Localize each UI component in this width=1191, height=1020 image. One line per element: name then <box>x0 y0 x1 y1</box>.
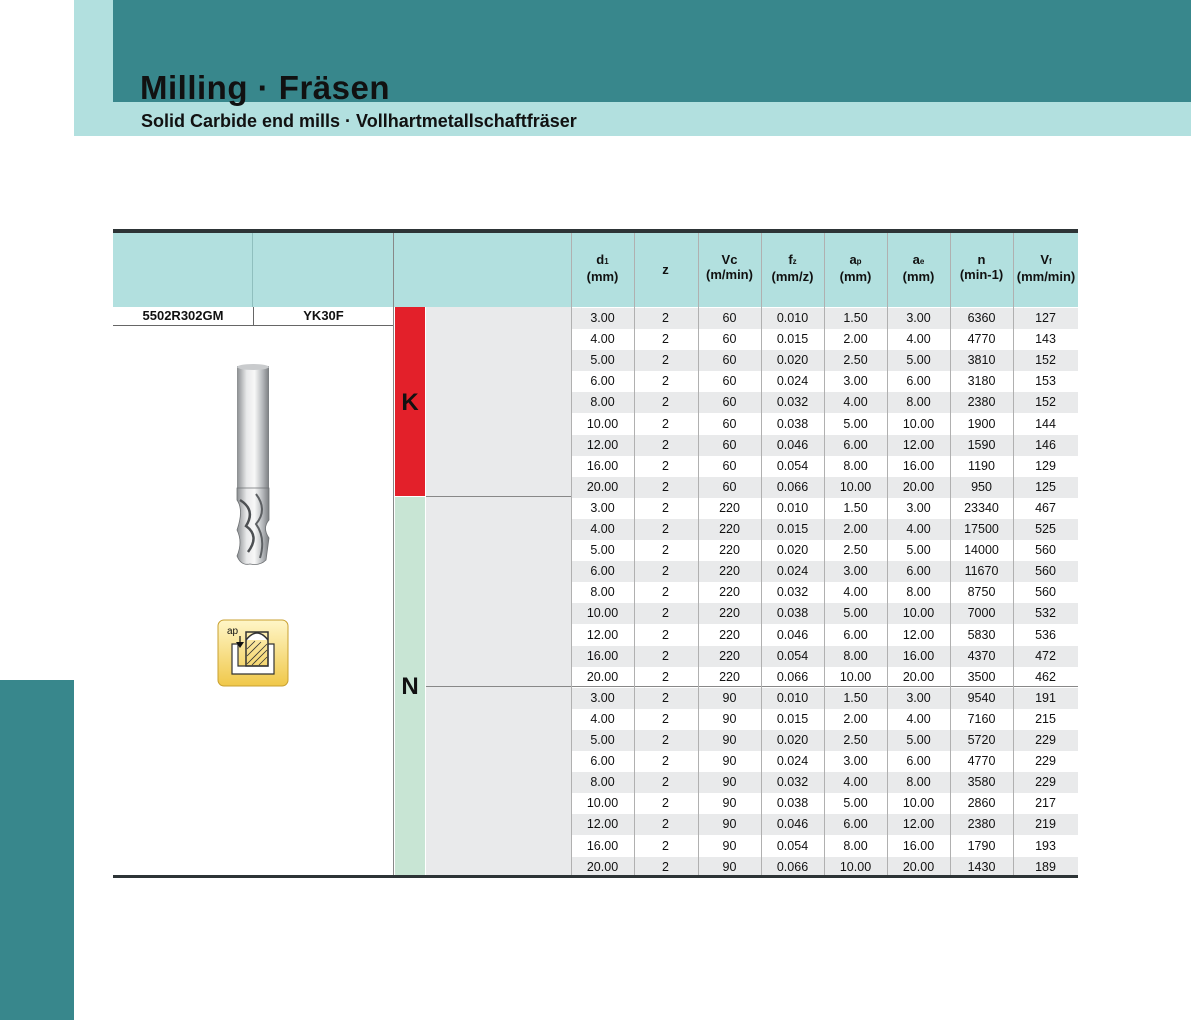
table-cell: 3.00 <box>843 564 868 579</box>
table-cell: 2 <box>662 416 669 431</box>
page-subtitle: Solid Carbide end mills · Vollhartmetallschaftfräser <box>141 111 577 131</box>
table-cell: 16.00 <box>586 458 619 473</box>
table-cell: 10.00 <box>839 669 872 684</box>
table-cell: 152 <box>1035 395 1056 410</box>
table-cell: 143 <box>1035 332 1056 347</box>
table-cell: 152 <box>1035 353 1056 368</box>
table-cell: 20.00 <box>902 859 935 874</box>
table-cell: 6.00 <box>906 754 931 769</box>
table-cell: 16.00 <box>902 838 935 853</box>
table-cell: 4.00 <box>906 711 931 726</box>
table-cell: 10.00 <box>586 606 619 621</box>
table-cell: 2.50 <box>843 353 868 368</box>
table-cell: 0.015 <box>776 332 809 347</box>
table-cell: 220 <box>719 564 740 579</box>
table-cell: 0.032 <box>776 585 809 600</box>
table-cell: 4370 <box>967 648 996 663</box>
table-cell: 2380 <box>967 817 996 832</box>
table-cell: 2 <box>662 374 669 389</box>
table-cell: 0.054 <box>776 838 809 853</box>
table-cell: 60 <box>722 374 737 389</box>
table-cell: 5.00 <box>843 796 868 811</box>
table-cell: 2 <box>662 353 669 368</box>
table-cell: 219 <box>1035 817 1056 832</box>
table-cell: 220 <box>719 543 740 558</box>
table-cell: 10.00 <box>839 859 872 874</box>
table-cell: 0.024 <box>776 754 809 769</box>
column-header: n (min-1) <box>959 252 1004 282</box>
side-chapter-tab <box>0 680 74 1020</box>
table-cell: 467 <box>1035 500 1056 515</box>
table-cell: 3810 <box>967 353 996 368</box>
column-separator <box>571 233 572 875</box>
table-cell: 90 <box>722 817 737 832</box>
table-cell: 950 <box>971 479 992 494</box>
table-cell: 17500 <box>964 522 999 536</box>
table-cell: 2 <box>662 543 669 558</box>
table-cell: 4.00 <box>590 522 615 536</box>
ap-label: ap <box>227 626 239 637</box>
table-cell: 4.00 <box>590 332 615 347</box>
table-cell: 8.00 <box>590 395 615 410</box>
table-cell: 3.00 <box>906 311 931 325</box>
table-cell: 2 <box>662 564 669 579</box>
table-cell: 0.020 <box>776 353 809 368</box>
table-cell: 2.00 <box>843 522 868 536</box>
table-cell: 10.00 <box>902 416 935 431</box>
table-cell: 6.00 <box>843 627 868 642</box>
table-cell: 0.024 <box>776 374 809 389</box>
table-cell: 16.00 <box>902 458 935 473</box>
table-cell: 3180 <box>967 374 996 389</box>
table-cell: 60 <box>722 332 737 347</box>
table-cell: 220 <box>719 648 740 663</box>
table-cell: 0.010 <box>776 311 809 325</box>
column-header: fz (mm/z) <box>771 252 814 284</box>
table-cell: 90 <box>722 796 737 811</box>
table-cell: 560 <box>1035 543 1056 558</box>
table-cell: 12.00 <box>586 437 619 452</box>
table-cell: 12.00 <box>902 437 935 452</box>
table-cell: 2 <box>662 648 669 663</box>
table-cell: 90 <box>722 838 737 853</box>
table-cell: 90 <box>722 754 737 769</box>
table-cell: 5.00 <box>843 606 868 621</box>
table-cell: 462 <box>1035 669 1056 684</box>
material-letter-k: K <box>401 389 419 416</box>
table-cell: 2 <box>662 838 669 853</box>
table-cell: 3.00 <box>843 374 868 389</box>
table-cell: 125 <box>1035 479 1056 494</box>
column-separator <box>1013 233 1014 875</box>
table-cell: 3580 <box>967 775 996 790</box>
table-cell: 0.038 <box>776 416 809 431</box>
table-cell: 90 <box>722 733 737 747</box>
table-cell: 12.00 <box>586 817 619 832</box>
table-cell: 7000 <box>967 606 996 621</box>
material-letter-n: N <box>401 673 419 700</box>
column-header: d1 (mm) <box>586 252 619 284</box>
table-cell: 5.00 <box>843 416 868 431</box>
table-cell: 2.00 <box>843 711 868 726</box>
table-cell: 20.00 <box>902 669 935 684</box>
table-cell: 2 <box>662 754 669 769</box>
table-cell: 20.00 <box>586 859 619 874</box>
table-cell: 0.066 <box>776 859 809 874</box>
table-cell: 2 <box>662 458 669 473</box>
column-header: ap (mm) <box>839 252 872 284</box>
column-separator <box>761 233 762 875</box>
table-cell: 0.054 <box>776 648 809 663</box>
table-cell: 4.00 <box>590 711 615 726</box>
table-cell: 2.50 <box>843 733 868 747</box>
table-cell: 0.020 <box>776 733 809 747</box>
table-cell: 90 <box>722 775 737 790</box>
table-divider <box>393 233 394 875</box>
table-cell: 8.00 <box>843 648 868 663</box>
table-cell: 220 <box>719 627 740 642</box>
table-cell: 3.00 <box>590 690 615 705</box>
table-cell: 0.066 <box>776 669 809 684</box>
table-cell: 12.00 <box>586 627 619 642</box>
table-cell: 6360 <box>967 311 996 325</box>
table-cell: 23340 <box>964 500 999 515</box>
table-cell: 8750 <box>967 585 996 600</box>
table-cell: 560 <box>1035 585 1056 600</box>
table-cell: 60 <box>722 311 737 325</box>
table-cell: 6.00 <box>843 437 868 452</box>
table-cell: 2 <box>662 711 669 726</box>
table-cell: 2 <box>662 796 669 811</box>
product-code: 5502R302GM <box>142 308 224 323</box>
table-cell: 6.00 <box>906 374 931 389</box>
table-cell: 60 <box>722 479 737 494</box>
table-cell: 5720 <box>967 733 996 747</box>
column-header: ae (mm) <box>902 252 935 284</box>
table-cell: 2 <box>662 733 669 747</box>
table-cell: 9540 <box>967 690 996 705</box>
table-cell: 90 <box>722 859 737 874</box>
end-mill-image <box>226 360 282 572</box>
table-cell: 193 <box>1035 838 1056 853</box>
column-separator <box>634 233 635 875</box>
table-cell: 1.50 <box>843 311 868 325</box>
table-cell: 0.010 <box>776 500 809 515</box>
table-cell: 0.046 <box>776 817 809 832</box>
table-cell: 1590 <box>967 437 996 452</box>
table-cell: 220 <box>719 522 740 536</box>
table-cell: 1430 <box>967 859 996 874</box>
table-cell: 11670 <box>964 564 999 579</box>
table-cell: 3.00 <box>590 500 615 515</box>
table-cell: 6.00 <box>590 564 615 579</box>
table-cell: 16.00 <box>902 648 935 663</box>
table-cell: 60 <box>722 416 737 431</box>
column-separator <box>887 233 888 875</box>
table-cell: 4770 <box>967 754 996 769</box>
table-cell: 217 <box>1035 796 1056 811</box>
table-cell: 0.038 <box>776 606 809 621</box>
table-cell: 229 <box>1035 775 1056 790</box>
table-cell: 4.00 <box>906 332 931 347</box>
table-cell: 5.00 <box>906 353 931 368</box>
column-header: Vf (mm/min) <box>1016 252 1076 284</box>
table-cell: 2 <box>662 522 669 536</box>
table-cell: 220 <box>719 606 740 621</box>
table-cell: 6.00 <box>590 754 615 769</box>
table-cell: 2 <box>662 395 669 410</box>
table-cell: 3.00 <box>906 500 931 515</box>
table-cell: 12.00 <box>902 627 935 642</box>
table-cell: 0.046 <box>776 437 809 452</box>
column-separator <box>698 233 699 875</box>
table-cell: 20.00 <box>586 479 619 494</box>
table-cell: 2 <box>662 500 669 515</box>
table-cell: 0.010 <box>776 690 809 705</box>
table-cell: 90 <box>722 711 737 726</box>
table-cell: 1.50 <box>843 690 868 705</box>
table-cell: 2 <box>662 669 669 684</box>
table-cell: 3.00 <box>906 690 931 705</box>
table-cell: 0.024 <box>776 564 809 579</box>
table-cell: 10.00 <box>902 606 935 621</box>
table-cell: 0.038 <box>776 796 809 811</box>
table-cell: 3.00 <box>590 311 615 325</box>
table-cell: 129 <box>1035 458 1056 473</box>
table-cell: 0.066 <box>776 479 809 494</box>
material-description-area <box>426 307 571 875</box>
table-cell: 229 <box>1035 733 1056 747</box>
table-cell: 4.00 <box>843 775 868 790</box>
table-cell: 220 <box>719 585 740 600</box>
table-cell: 1790 <box>967 838 996 853</box>
table-cell: 220 <box>719 500 740 515</box>
column-header: z <box>662 262 669 277</box>
table-cell: 2 <box>662 627 669 642</box>
table-cell: 472 <box>1035 648 1056 663</box>
table-cell: 2.00 <box>843 332 868 347</box>
table-cell: 2380 <box>967 395 996 410</box>
table-cell: 60 <box>722 353 737 368</box>
table-cell: 560 <box>1035 564 1056 579</box>
table-cell: 8.00 <box>590 775 615 790</box>
table-cell: 60 <box>722 458 737 473</box>
table-cell: 1190 <box>968 458 995 473</box>
table-cell: 6.00 <box>590 374 615 389</box>
table-cell: 144 <box>1035 416 1056 431</box>
table-cell: 16.00 <box>586 648 619 663</box>
table-cell: 2 <box>662 606 669 621</box>
table-cell: 60 <box>722 437 737 452</box>
table-cell: 2 <box>662 311 669 325</box>
table-cell: 215 <box>1035 711 1056 726</box>
table-cell: 10.00 <box>902 796 935 811</box>
table-cell: 8.00 <box>906 395 931 410</box>
table-cell: 0.015 <box>776 711 809 726</box>
table-cell: 1900 <box>967 416 996 431</box>
column-separator <box>950 233 951 875</box>
table-cell: 0.020 <box>776 543 809 558</box>
table-cell: 146 <box>1035 437 1056 452</box>
header-separator <box>252 233 253 307</box>
table-cell: 10.00 <box>586 796 619 811</box>
table-cell: 2 <box>662 817 669 832</box>
product-code-row <box>113 307 393 326</box>
table-cell: 191 <box>1035 690 1056 705</box>
table-cell: 2 <box>662 332 669 347</box>
table-cell: 5.00 <box>906 733 931 747</box>
table-cell: 0.054 <box>776 458 809 473</box>
table-cell: 7160 <box>967 711 996 726</box>
table-cell: 5.00 <box>590 353 615 368</box>
ap-depth-icon <box>216 618 290 688</box>
table-cell: 0.046 <box>776 627 809 642</box>
table-cell: 127 <box>1035 311 1056 325</box>
table-cell: 8.00 <box>590 585 615 600</box>
product-grade: YK30F <box>303 308 344 323</box>
table-cell: 12.00 <box>902 817 935 832</box>
table-cell: 2 <box>662 437 669 452</box>
table-cell: 6.00 <box>843 817 868 832</box>
table-cell: 2 <box>662 479 669 494</box>
table-cell: 532 <box>1035 606 1056 621</box>
table-cell: 90 <box>722 690 737 705</box>
table-cell: 0.032 <box>776 775 809 790</box>
table-cell: 6.00 <box>906 564 931 579</box>
table-cell: 60 <box>722 395 737 410</box>
table-cell: 8.00 <box>906 585 931 600</box>
table-cell: 4.00 <box>843 395 868 410</box>
table-cell: 525 <box>1035 522 1056 536</box>
table-cell: 220 <box>719 669 740 684</box>
column-separator <box>824 233 825 875</box>
table-cell: 153 <box>1035 374 1056 389</box>
table-cell: 10.00 <box>839 479 872 494</box>
table-cell: 5.00 <box>590 733 615 747</box>
table-cell: 2860 <box>967 796 996 811</box>
table-cell: 5830 <box>967 627 996 642</box>
table-cell: 5.00 <box>906 543 931 558</box>
table-cell: 2 <box>662 690 669 705</box>
table-cell: 2 <box>662 585 669 600</box>
table-cell: 4.00 <box>906 522 931 536</box>
table-cell: 4.00 <box>843 585 868 600</box>
table-cell: 5.00 <box>590 543 615 558</box>
table-cell: 0.015 <box>776 522 809 536</box>
table-cell: 2 <box>662 775 669 790</box>
table-cell: 0.032 <box>776 395 809 410</box>
table-cell: 16.00 <box>586 838 619 853</box>
table-cell: 2.50 <box>843 543 868 558</box>
page-title: Milling · Fräsen <box>140 69 391 106</box>
table-cell: 3500 <box>967 669 996 684</box>
table-cell: 8.00 <box>843 458 868 473</box>
table-cell: 8.00 <box>843 838 868 853</box>
table-bottom-rule <box>113 875 1078 878</box>
table-cell: 20.00 <box>586 669 619 684</box>
table-cell: 536 <box>1035 627 1056 642</box>
table-cell: 10.00 <box>586 416 619 431</box>
table-cell: 20.00 <box>902 479 935 494</box>
table-cell: 2 <box>662 859 669 874</box>
table-cell: 8.00 <box>906 775 931 790</box>
table-cell: 229 <box>1035 754 1056 769</box>
table-cell: 4770 <box>967 332 996 347</box>
table-cell: 3.00 <box>843 754 868 769</box>
table-cell: 1.50 <box>843 500 868 515</box>
table-cell: 14000 <box>964 543 999 558</box>
table-cell: 189 <box>1035 859 1056 874</box>
column-header: Vc (m/min) <box>706 252 753 282</box>
